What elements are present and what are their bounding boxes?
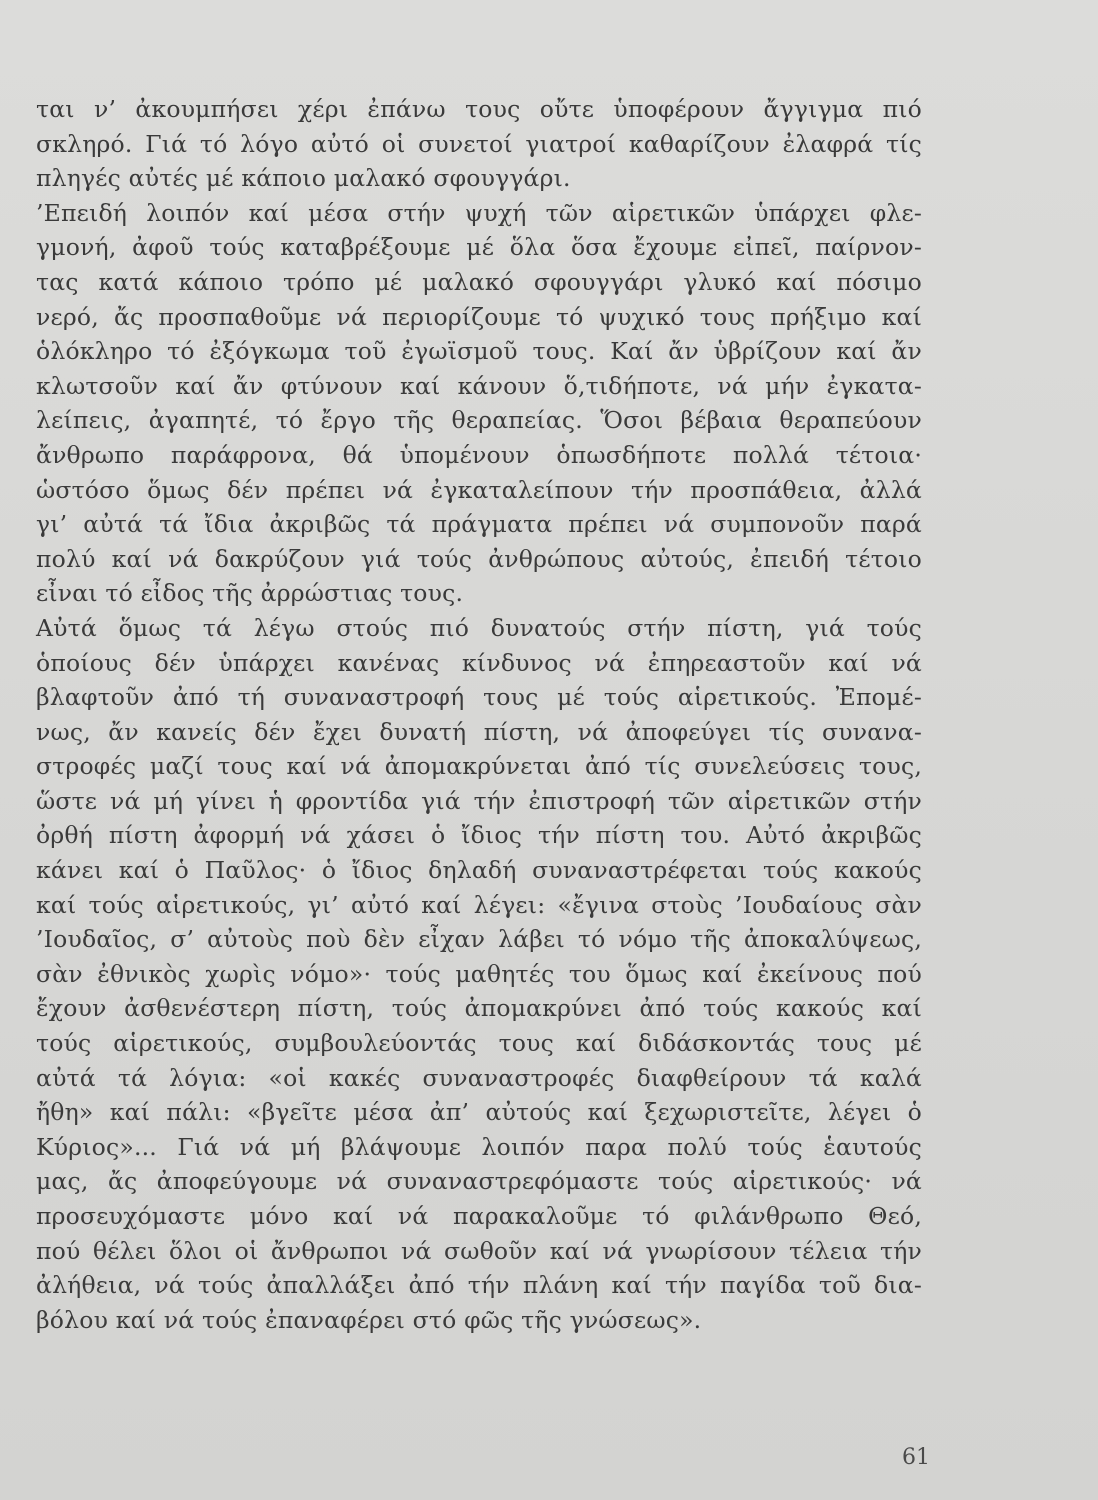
text-line: ὥστε νά μή γίνει ἡ φροντίδα γιά τήν ἐπιστροφή τῶν αἱρετικῶν στήν	[36, 786, 922, 815]
text-line: βλαφτοῦν ἀπό τή συναναστροφή τους μέ τούς αἱρετικούς. Ἐπομέ-	[36, 683, 922, 712]
text-line: ται ν’ ἀκουμπήσει χέρι ἐπάνω τους οὔτε ὑποφέρουν ἄγγιγμα πιό	[36, 95, 922, 123]
text-line: κλωτσοῦν καί ἄν φτύνουν καί κάνουν ὅ,τιδήποτε, νά μήν ἐγκατα-	[36, 371, 922, 400]
text-line: βόλου καί νά τούς ἐπαναφέρει στό φῶς τῆς γνώσεως».	[36, 1305, 702, 1334]
text-line: ὀρθή πίστη ἀφορμή νά χάσει ὁ ἴδιος τήν πίστη του. Αὐτό ἀκριβῶς	[36, 821, 922, 850]
text-line: γμονή, ἀφοῦ τούς καταβρέξουμε μέ ὅλα ὅσα ἔχουμε εἰπεῖ, παίρνον-	[36, 233, 922, 262]
text-line: ὁλόκληρο τό ἐξόγκωμα τοῦ ἐγωϊσμοῦ τους. Καί ἄν ὑβρίζουν καί ἄν	[36, 337, 922, 366]
text-line: ἀλήθεια, νά τούς ἀπαλλάξει ἀπό τήν πλάνη καί τήν παγίδα τοῦ δια-	[36, 1271, 922, 1300]
text-line: ’Ιουδαῖος, σ’ αὐτοὺς ποὺ δὲν εἶχαν λάβει τό νόμο τῆς ἀποκαλύψεως,	[36, 925, 922, 954]
text-line: ἔχουν ἀσθενέστερη πίστη, τούς ἀπομακρύνει ἀπό τούς κακούς καί	[36, 994, 922, 1023]
text-line: ἤθη» καί πάλι: «βγεῖτε μέσα ἀπ’ αὐτούς καί ξεχωριστεῖτε, λέγει ὁ	[36, 1098, 922, 1127]
text-line: νερό, ἄς προσπαθοῦμε νά περιορίζουμε τό ψυχικό τους πρήξιμο καί	[36, 302, 922, 331]
text-line: ὁποίους δέν ὑπάρχει κανένας κίνδυνος νά ἐπηρεαστοῦν καί νά	[36, 648, 922, 677]
body-text	[36, 92, 922, 1337]
text-line: Αὐτά ὅμως τά λέγω στούς πιό δυνατούς στήν πίστη, γιά τούς	[36, 613, 922, 642]
text-line: μας, ἄς ἀποφεύγουμε νά συναναστρεφόμαστε τούς αἱρετικούς· νά	[36, 1167, 922, 1196]
text-line: προσευχόμαστε μόνο καί νά παρακαλοῦμε τό φιλάνθρωπο Θεό,	[36, 1202, 922, 1230]
text-line: Κύριος»... Γιά νά μή βλάψουμε λοιπόν παρα πολύ τούς ἑαυτούς	[36, 1132, 922, 1161]
text-line: ὡστόσο ὅμως δέν πρέπει νά ἐγκαταλείπουν τήν προσπάθεια, ἀλλά	[36, 475, 922, 504]
text-line: τας κατά κάποιο τρόπο μέ μαλακό σφουγγάρι γλυκό καί πόσιμο	[36, 267, 922, 296]
text-line: κάνει καί ὁ Παῦλος· ὁ ἴδιος δηλαδή συναναστρέφεται τούς κακούς	[36, 856, 922, 885]
text-line: εἶναι τό εἶδος τῆς ἀρρώστιας τους.	[36, 579, 464, 608]
text-line: ἄνθρωπο παράφρονα, θά ὑπομένουν ὁπωσδήποτε πολλά τέτοια·	[36, 440, 922, 469]
page-number: 61	[902, 1445, 930, 1470]
text-line: αὐτά τά λόγια: «οἱ κακές συναναστροφές διαφθείρουν τά καλά	[36, 1063, 922, 1092]
text-line: πολύ καί νά δακρύζουν γιά τούς ἀνθρώπους αὐτούς, ἐπειδή τέτοιο	[36, 544, 922, 573]
text-line: καί τούς αἱρετικούς, γι’ αὐτό καί λέγει: «ἔγινα στοὺς ’Ιουδαίους σὰν	[36, 890, 922, 919]
text-line: στροφές μαζί τους καί νά ἀπομακρύνεται ἀπό τίς συνελεύσεις τους,	[36, 752, 922, 781]
text-line: σὰν ἐθνικὸς χωρὶς νόμο»· τούς μαθητές του ὅμως καί ἐκείνους πού	[36, 959, 922, 988]
text-line: ’Επειδή λοιπόν καί μέσα στήν ψυχή τῶν αἱρετικῶν ὑπάρχει φλε-	[36, 198, 922, 227]
text-line: νως, ἄν κανείς δέν ἔχει δυνατή πίστη, νά ἀποφεύγει τίς συνανα-	[36, 717, 922, 746]
text-line: τούς αἱρετικούς, συμβουλεύοντάς τους καί διδάσκοντάς τους μέ	[36, 1029, 922, 1058]
text-line: πού θέλει ὅλοι οἱ ἄνθρωποι νά σωθοῦν καί νά γνωρίσουν τέλεια τήν	[36, 1236, 922, 1265]
text-line: λείπεις, ἀγαπητέ, τό ἔργο τῆς θεραπείας. Ὅσοι βέβαια θεραπεύουν	[36, 406, 922, 435]
text-line: σκληρό. Γιά τό λόγο αὐτό οἱ συνετοί γιατροί καθαρίζουν ἐλαφρά τίς	[36, 129, 922, 158]
text-line: πληγές αὐτές μέ κάποιο μαλακό σφουγγάρι.	[36, 164, 571, 193]
text-line: γι’ αὐτά τά ἴδια ἀκριβῶς τά πράγματα πρέπει νά συμπονοῦν παρά	[36, 510, 922, 539]
